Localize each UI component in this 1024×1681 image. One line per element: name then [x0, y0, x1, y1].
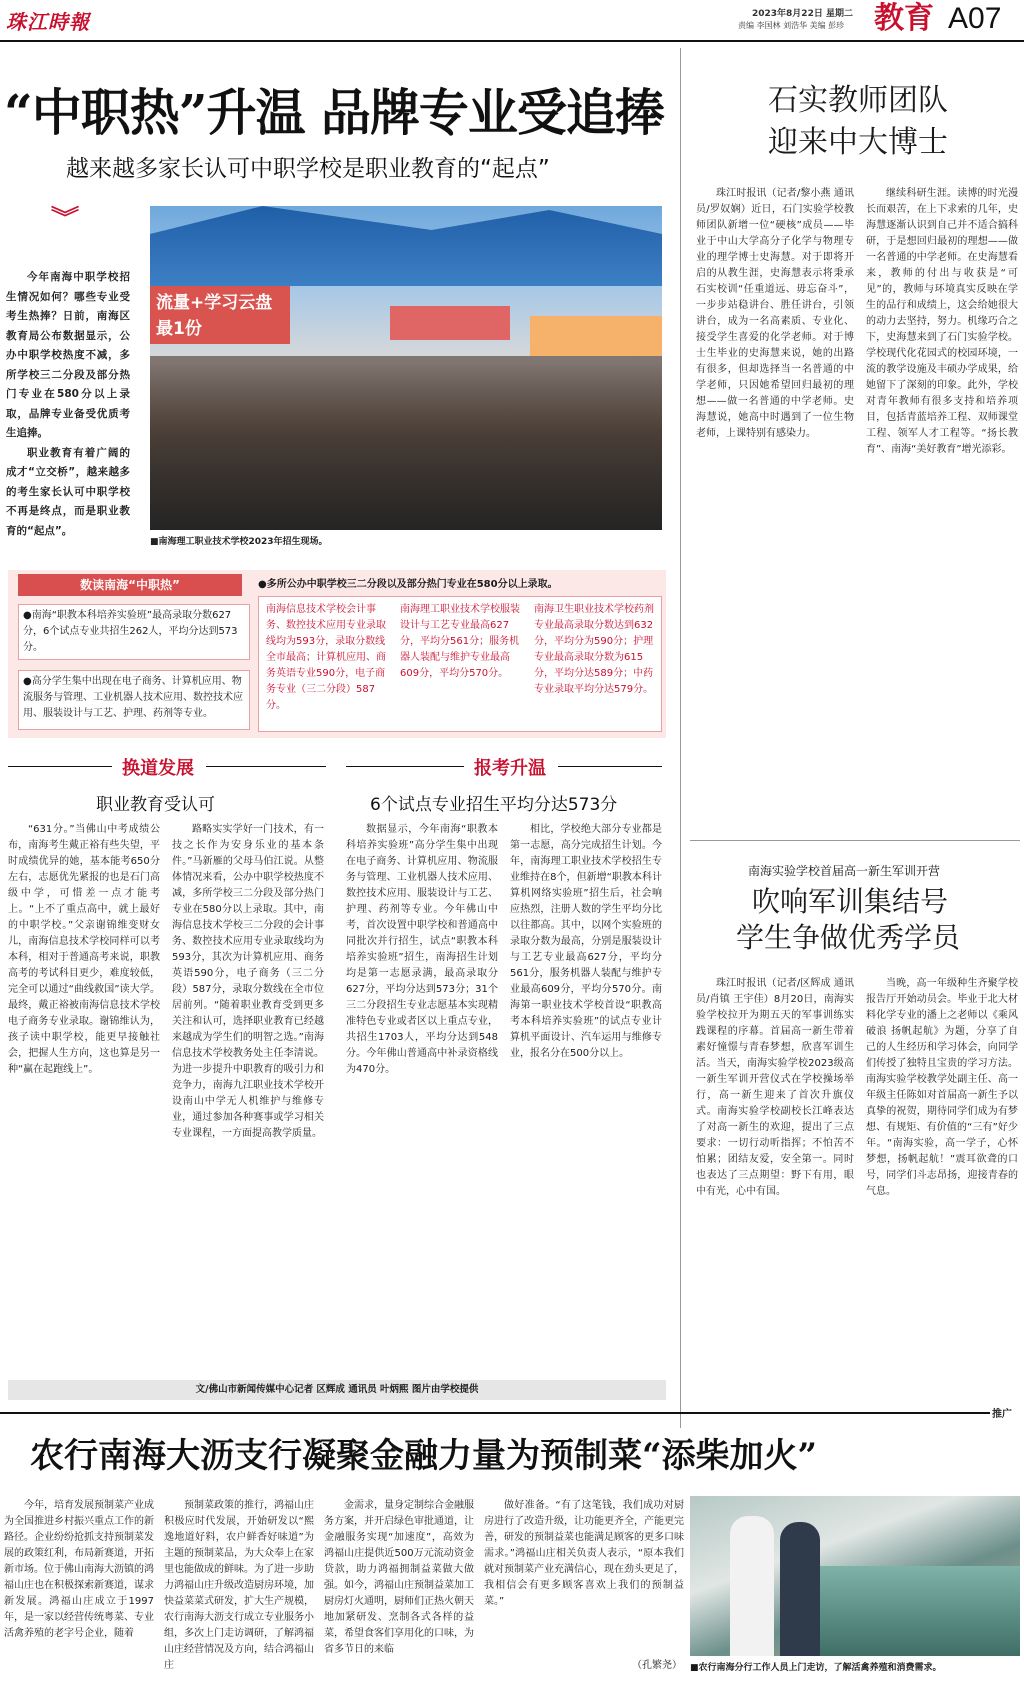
person-figure [730, 1516, 774, 1656]
sec2-col-2-text: 相比，学校绝大部分专业都是第一志愿，高分完成招生计划。今年，南海理工职业技术学校招生专业维持在8个，但新增“职教本科计算机网络实验班”招生后，社会响应热烈，注册人数的学生平均分比以往都高。其中，以网个实验班的录取分数为最高，分别是服装设计与工艺专业最高627分，平均分561分，服务机器人装配与维护专业最高609分，平均分570分。南海第一职业技术学校首设“职教高考本科培养实验班”的试点专业计算机平面设计、汽车运用与维修专业，报名分在500分以上。 [510, 824, 662, 1059]
bottom-col-4 [484, 1498, 684, 1610]
right2-kicker: 南海实验学校首届高一新生军训开营 [748, 864, 941, 878]
sec2-tag: 报考升温 [474, 758, 546, 779]
sec1-col-1-text: “631分。”当佛山中考成绩公布，南海考生戴正裕有些失望，平时成绩优异的她，基本能考650分左右，志愿优先紧报的也是石门高级中学，可惜差一点才能考上。“上不了重点高中，就上最好的中职学校。”父亲谢锦维变财女儿，南海信息技术学校同样可以考本科，相对于普通高考来说，职教高考的考试科目更少，难度较低，完全可以通过“曲线救国”读大学。最终，戴正裕被南海信息技术学校电子商务专业录取。谢锦维认为，孩子读中职学校，能更早接触社会，把握人生方向，这也算是另一种“赢在起跑线上”。 [8, 824, 160, 1075]
chevron-down-icon: ︾ [50, 206, 80, 231]
bottom-col-3-text: 金需求，量身定制综合金融服务方案，并开启绿色审批通道，让金融服务实现“加速度”，高效为鸿福山庄提供近500万元流动资金贷款，助力鸿福拥制益菜做大做强。如今，鸿福山庄预制益菜加工厨房灯火通明，厨师们正热火朝天地加紧研发、烹制各式各样的益菜，希望食客们享用化的口味，为省多节日的来临 [324, 1500, 474, 1655]
person-figure-2 [780, 1522, 820, 1656]
main-headline: “中职热”升温 品牌专业受追捧 [4, 83, 664, 142]
promo-rule [0, 1412, 990, 1414]
sec1-title: 职业教育受认可 [96, 795, 215, 815]
data-box-title: 数读南海“中职热” [18, 574, 242, 596]
bottom-col-4-text: 做好准备。“有了这笔钱，我们成功对厨房进行了改造升级，让功能更齐全，产能更完善，研发的预制益菜也能满足顾客的更多口味需求。”鸿福山庄相关负责人表示，“原本我们就对预制菜产业充满信心，现在劲头更足了，我相信会有更多顾客喜欢上我们的预制益菜。” [484, 1500, 684, 1607]
sec2-col-2 [510, 822, 662, 1062]
right-divider [680, 48, 681, 1428]
bottom-col-2-text: 预制菜政策的推行，鸿福山庄积极应时代发展，开始研发以“熙逸地道好料，农户鲜香好味道”为主题的预制菜品，为大众奉上在家里也能做成的鲜味。为了进一步助力鸿福山庄升级改造厨房环境，加快益菜菜式研发，扩大生产规模，农行南海大沥支行成立专业服务小组，多次上门走访调研，了解鸿福山庄经营情况及方向，结合鸿福山庄 [164, 1500, 314, 1671]
sec2-rule-left [346, 766, 464, 767]
bottom-photo-caption: ■农行南海分行工作人员上门走访，了解活禽养殖和消费需求。 [690, 1663, 942, 1673]
data-item-2: ●高分学生集中出现在电子商务、计算机应用、物流服务与管理、工业机器人技术应用、数控技术应用、服装设计与工艺、护理、药剂等专业。 [18, 670, 250, 730]
right1-col-2 [866, 186, 1018, 458]
sec1-tag: 换道发展 [122, 758, 194, 779]
data-item-3-title: ●多所公办中职学校三二分段以及部分热门专业在580分以上录取。 [258, 579, 558, 590]
booth-banner [390, 306, 510, 340]
date-line: 2023年8月22日 星期二 [752, 9, 853, 19]
section-name: 教育 [874, 1, 934, 36]
sec2-col-1-text: 数据显示，今年南海“职教本科培养实验班”高分学生集中出现在电子商务、计算机应用、物流服务与管理、工业机器人技术应用、数控技术应用、服装设计与工艺、护理、药剂等专业。今年佛山中考，首次设置中职学校和普通高中同批次并行招生，试点“职教本科培养实验班”招生，南海招生计划均是第一志愿录满，最高录取分627分，平均分达到573分；31个三二分段招生专业志愿基本实现精准特色专业或者区以上重点专业，共招生1703人，平均分达到548分。今年佛山普通高中补录资格线为470分。 [346, 824, 498, 1075]
right2-col-2 [866, 976, 1018, 1200]
bottom-col-1 [4, 1498, 154, 1642]
byline-bar: 文/佛山市新闻传媒中心记者 区辉成 通讯员 叶炳熙 图片由学校提供 [8, 1380, 666, 1400]
data-item-1: ●南海“职教本科培养实验班”最高录取分数627分，6个试点专业共招生262人，平均分达到573分。 [18, 604, 250, 660]
right2-col-1 [696, 976, 854, 1200]
bottom-col-2 [164, 1498, 314, 1674]
data-col-1: 南海信息技术学校会计事务、数控技术应用专业录取线均为593分，录取分数线全市最高；计算机应用、商务英语专业590分，电子商务专业（三二分段）587分。 [266, 604, 386, 711]
masthead [0, 0, 1024, 42]
sec1-col-2-text: 路略实实学好一门技术，有一技之长作为安身乐业的基本条件。”马新雁的父母马伯江说。从整体情况来看，公办中职学校热度不减，多所学校三二分段及部分热门专业在580分以上录取。其中，南海信息技术学校三二分段的会计事务、数控技术应用专业录取线均为593分，其次为计算机应用、商务英语590分，电子商务（三二分段）587分，录取分数线在全市位居前列。“随着职业教育受到更多关注和认可，选择职业教育已经越来越成为学生们的明智之选。”南海信息技术学校教务处主任李清说。为进一步提升中职教育的吸引力和竞争力，南海九江职业技术学校开设南山中学无人机维护与维修专业，通过参加各种赛事或学习相关专业课程，一方面提高教学质量。 [172, 824, 324, 1139]
sec1-rule-left [8, 766, 112, 767]
right2-col-2-text: 当晚，高一年级种生齐聚学校报告厅开始动员会。毕业于北大材料化学专业的潘上之老师以《乘风破浪 扬帆起航》为题，分享了自己的人生经历和学习体会，向同学们传授了独特且宝贵的学习方法。南海实验学校教学处副主任、高一年级主任陈如对首届高一新生予以真挚的祝贺，期待同学们成为有梦想、有规矩、有价值的“三有”好少年。“南海实验，高一学子，心怀梦想，扬帆起航！”震耳欲聋的口号，同学们斗志昂扬，迎接青春的气息。 [866, 978, 1018, 1197]
tent-roof [150, 206, 662, 286]
right2-top-rule [690, 840, 1020, 841]
sec1-col-1 [8, 822, 160, 1078]
right1-title-2: 迎来中大博士 [768, 125, 948, 160]
booth-banner-2 [530, 316, 662, 356]
right1-title-1: 石实教师团队 [768, 83, 948, 118]
right2-title-2: 学生争做优秀学员 [736, 921, 961, 954]
bottom-col-1-text: 今年，培育发展预制菜产业成为全国推进乡村振兴重点工作的新路径。企业纷纷抢抓支持预制菜发展的政策红利，布局新赛道，开拓新市场。位于佛山南海大沥镇的鸿福山庄也在积极探索新赛道，谋求新发展。鸿福山庄成立于1997年，是一家以经营传统粤菜、专业活禽养殖的老字号企业，随着 [4, 1500, 154, 1639]
right2-title-1: 吹响军训集结号 [752, 885, 949, 918]
crowd [150, 356, 662, 530]
sec2-title: 6个试点专业招生平均分达573分 [370, 795, 618, 815]
lead-text [6, 268, 130, 541]
sec2-col-1 [346, 822, 498, 1078]
newspaper-logo: 珠江時報 [6, 10, 90, 34]
photo-banner: 流量+学习云盘 最1份 [150, 286, 290, 344]
promo-label: 推广 [992, 1409, 1012, 1420]
right2-col-1-text: 珠江时报讯（记者/区辉成 通讯员/肖镇 王宇佳）8月20日，南海实验学校拉开为期五天的军事训练实践课程的序幕。首届高一新生带着素好憧憬与青春梦想，欣喜军训生活。当天，南海实验学校2023级高一新生军训开营仪式在学校操场举行，高一新生迎来了首次升旗仪式。南海实验学校副校长江峰表达了对高一新生的欢迎，提出了三点要求：一切行动听指挥；不怕苦不怕累；团结友爱，安全第一。同时也表达了三点期望：野下有用，眼中有光，心中有国。 [696, 978, 854, 1197]
right1-col-1-text: 珠江时报讯（记者/黎小燕 通讯员/罗奴娴）近日，石门实验学校教师团队新增一位“硬核”成员——毕业于中山大学高分子化学与物理专业的理学博士史海慧。对于即将开启的从教生涯，史海慧表示将秉承石实校训“任重道远、毋忘奋斗”，一步步站稳讲台、胜任讲台，引领讲台，成为一名高素质、专业化、接受学生喜爱的化学老师。对于博士生毕业的史海慧来说，她的出路有很多，但却选择当一名普通的中学老师，只因她希望回归最初的理想——做一名普通的中学老师。史海慧说，她高中时遇到了一位生物老师，上课特别有感染力。 [696, 188, 854, 439]
header-rule [0, 40, 1024, 42]
main-photo [150, 206, 662, 530]
sec1-rule-right [206, 766, 326, 767]
editors-line: 责编 李国林 刘浩华 美编 彭珍 [738, 21, 845, 30]
bottom-headline: 农行南海大沥支行凝聚金融力量为预制菜“添柴加火” [30, 1436, 818, 1476]
lead-paragraph-2: 职业教育有着广阔的成才“立交桥”，越来越多的考生家长认可中职学校不再是终点，而是职业教育的“起点”。 [6, 446, 130, 537]
page-number: A07 [948, 2, 1002, 35]
right1-col-2-text: 继续科研生涯。读博的时光漫长而艰苦，在上下求索的几年，史海慧逐渐认识到自己并不适合搞科研，于是想回归最初的理想——做一名普通的中学老师。在史海慧看来，教师的付出与收获是“可见”的，教师与环境真实反映在学生的品行和成绩上，这会给她很大的动力去坚持，努力。机缘巧合之下，史海慧来到了石门实验学校。学校现代化花园式的校园环境，一流的教学设施及丰硕办学成果，给她留下了深刻的印象。此外，学校对青年教师有很多支持和培养项目，包括青蓝培养工程、双师课堂工程、领军人才工程等。“扬长教育”、南海“美好教育”增光添彩。 [866, 188, 1018, 455]
bottom-photo [690, 1496, 1020, 1656]
bottom-col-3 [324, 1498, 474, 1658]
data-col-2: 南海理工职业技术学校服装设计与工艺专业最高627分，平均分561分；服务机器人装配与维护专业最高609分，平均分570分。 [400, 604, 520, 679]
photo-caption: ■南海理工职业技术学校2023年招生现场。 [150, 537, 328, 547]
main-subhead: 越来越多家长认可中职学校是职业教育的“起点” [66, 156, 550, 182]
right1-col-1 [696, 186, 854, 442]
bottom-author: （孔繁尧） [632, 1660, 682, 1671]
lead-paragraph: 今年南海中职学校招生情况如何？哪些专业受考生热捧？日前，南海区教育局公布数据显示，公办中职学校热度不减，多所学校三二分段及部分热门专业在580分以上录取，品牌专业备受优质考生追捧。 [6, 271, 130, 439]
data-col-3: 南海卫生职业技术学校药剂专业最高录取分数达到632分，平均分为590分；护理专业最高录取分数为615分，平均分达589分；中药专业录取平均分达579分。 [534, 604, 654, 695]
sec1-col-2 [172, 822, 324, 1142]
aquarium-tank [810, 1566, 1020, 1656]
sec2-rule-right [558, 766, 662, 767]
